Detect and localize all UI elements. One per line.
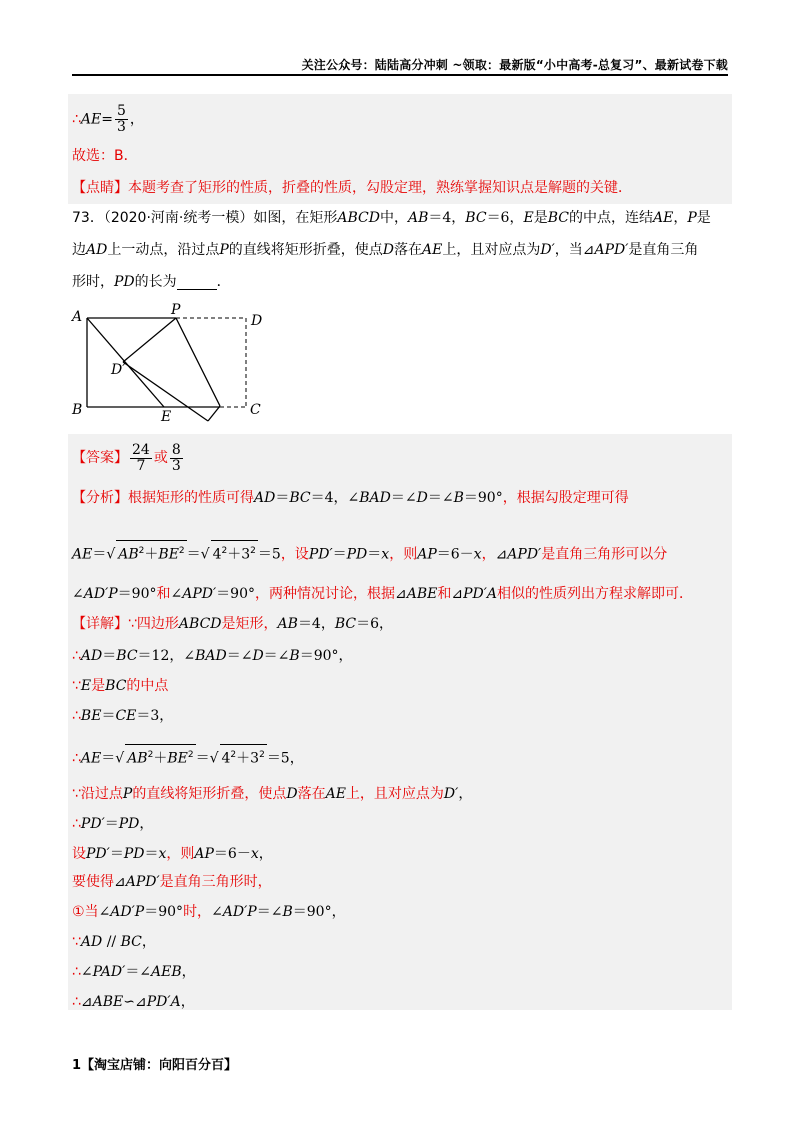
analysis-line-2: AE＝√ $AB^2+BE^2$ ＝√ $4^2+3^2 =5$，设PD′＝PD＝x，则AP＝6－x，⊿APD′是直角三角形可以分	[72, 540, 667, 565]
detail-line-1: 【详解】∵四边形ABCD是矩形，AB＝4，BC＝6，	[72, 616, 394, 632]
folded-edge-2	[208, 406, 220, 421]
page-header: 关注公众号：陆陆高分冲刺 ~领取：最新版“小中高考-总复习”、最新试卷下载	[301, 58, 728, 72]
label-p: P	[171, 302, 181, 318]
label-a: A	[72, 309, 83, 325]
detail-line-2: ∴AD＝BC＝12，∠BAD＝∠D＝∠B＝90°，	[72, 648, 353, 664]
problem-line-1: 73．（2020·河南·统考一模）如图，在矩形ABCD中，AB＝4，BC＝6，E是BC的中点，连结AE，P是	[72, 210, 711, 226]
detail-line-9: 要使得⊿APD′是直角三角形时，	[72, 874, 272, 890]
label-dprime: D′	[111, 362, 126, 378]
analysis-line-1: 【分析】根据矩形的性质可得AD＝BC＝4，∠BAD＝∠D＝∠B＝90°，根据勾股定理可得	[72, 490, 629, 506]
problem-line-3: 形时，PD的长为 ．	[72, 274, 231, 290]
page-footer: 1【淘宝店铺：向阳百分百】	[72, 1058, 238, 1073]
analysis-line-3: ∠AD′P＝90°和∠APD′＝90°，两种情况讨论，根据⊿ABE和⊿PD′A相似的性质列出方程求解即可．	[72, 586, 694, 602]
answer-blank	[177, 275, 217, 290]
header-rule	[72, 74, 728, 76]
geometry-figure	[68, 300, 268, 430]
answer-line: 【答案】 $\frac{24}{7}$ 或 $\frac{8}{3}$	[72, 441, 181, 474]
detail-line-4: ∴BE＝CE＝3，	[72, 708, 174, 724]
detail-line-6: ∵沿过点P的直线将矩形折叠，使点D落在AE上，且对应点为D′，	[72, 786, 473, 802]
ae-result: ∴AE= $\frac{5}{3}$ ，	[72, 103, 144, 135]
label-b: B	[72, 402, 83, 418]
detail-line-8: 设PD′＝PD＝x，则AP＝6－x，	[72, 846, 273, 862]
detail-line-11: ∵AD // BC，	[72, 934, 156, 950]
detail-line-10: ①当∠AD′P＝90°时，∠AD′P＝∠B＝90°，	[72, 904, 346, 920]
segment-pdprime	[123, 318, 176, 362]
detail-line-5: ∴AE＝√ $AB^2+BE^2$ ＝√ $4^2+3^2 =5$，	[72, 744, 304, 769]
problem-line-2: 边AD上一动点，沿过点P的直线将矩形折叠，使点D落在AE上，且对应点为D′，当⊿APD′是直角三角	[72, 242, 699, 258]
label-d: D	[251, 313, 263, 329]
choice-line: 故选：B．	[72, 148, 138, 164]
detail-line-13: ∴⊿ABE∽⊿PD′A，	[72, 994, 195, 1010]
detail-line-12: ∴∠PAD′＝∠AEB，	[72, 964, 196, 980]
label-c: C	[250, 402, 261, 418]
fold-line	[176, 318, 220, 406]
segment-ae	[87, 318, 164, 407]
comment-line: 【点睛】本题考查了矩形的性质，折叠的性质，勾股定理，熟练掌握知识点是解题的关键．	[72, 180, 632, 196]
label-e: E	[161, 409, 172, 425]
detail-line-3: ∵E是BC的中点	[72, 678, 169, 694]
detail-line-7: ∴PD′＝PD，	[72, 816, 154, 832]
